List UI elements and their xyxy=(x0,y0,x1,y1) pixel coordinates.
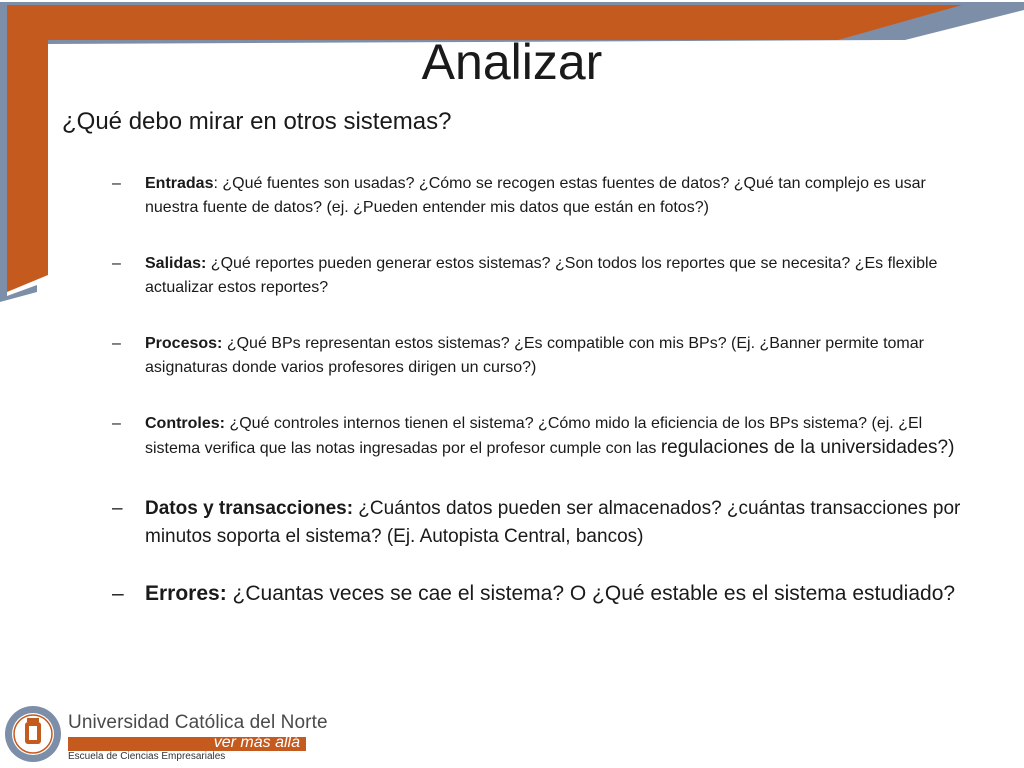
bullet-text: ¿Qué BPs representan estos sistemas? ¿Es compatible con mis BPs? (Ej. ¿Banner permite tomar asignaturas donde varios profesores dirigen un curso?) xyxy=(145,335,924,376)
university-seal-icon xyxy=(4,705,62,763)
bullet-term: Errores: xyxy=(145,582,227,605)
bullet-term: Controles: xyxy=(145,415,225,432)
tagline-band xyxy=(68,734,306,751)
bullet-term: Salidas: xyxy=(145,255,207,272)
slide-subtitle: ¿Qué debo mirar en otros sistemas? xyxy=(62,108,452,135)
bullet-dash: – xyxy=(112,335,121,352)
bullet-text-large: regulaciones de la universidades?) xyxy=(660,437,955,458)
bullet-text: : ¿Qué fuentes son usadas? ¿Cómo se recogen estas fuentes de datos? ¿Qué tan complejo es usar nuestra fuente de datos? (ej. ¿Pueden entender mis datos que están en fotos?) xyxy=(145,175,926,216)
school-name: Escuela de Ciencias Empresariales xyxy=(68,751,226,762)
bullet-entradas xyxy=(112,172,962,220)
bullet-text: ¿Qué reportes pueden generar estos sistemas? ¿Son todos los reportes que se necesita? ¿Es flexible actualizar estos reportes? xyxy=(145,255,938,296)
bullet-dash: – xyxy=(112,175,121,192)
bullet-dash: – xyxy=(112,255,121,272)
bullet-salidas xyxy=(112,252,962,300)
tagline: ver más allá xyxy=(213,734,300,751)
bullet-text: ¿Qué controles internos tienen el sistema? ¿Cómo mido la eficiencia de los BPs sistema? (ej. ¿El sistema verifica que las notas ingresadas por el profesor cumple con las xyxy=(145,415,923,457)
bullet-dash: – xyxy=(112,582,124,605)
university-name: Universidad Católica del Norte xyxy=(68,712,328,733)
slide-title: Analizar xyxy=(421,34,603,90)
bullet-dash: – xyxy=(112,498,123,519)
bullet-text: ¿Cuántos datos pueden ser almacenados? ¿cuántas transacciones por minutos soporta el sistema? (Ej. Autopista Central, bancos) xyxy=(145,498,961,547)
bullet-list xyxy=(112,172,962,609)
bullet-term: Datos y transacciones: xyxy=(145,498,354,519)
bullet-errores xyxy=(112,579,962,609)
bullet-datos-transacciones xyxy=(112,495,962,551)
bullet-procesos xyxy=(112,332,962,380)
bullet-controles xyxy=(112,412,962,461)
bullet-text: ¿Cuantas veces se cae el sistema? O ¿Qué estable es el sistema estudiado? xyxy=(226,582,956,605)
bullet-term: Procesos: xyxy=(145,335,223,352)
bullet-dash: – xyxy=(112,415,121,432)
bullet-term: Entradas xyxy=(145,175,214,192)
